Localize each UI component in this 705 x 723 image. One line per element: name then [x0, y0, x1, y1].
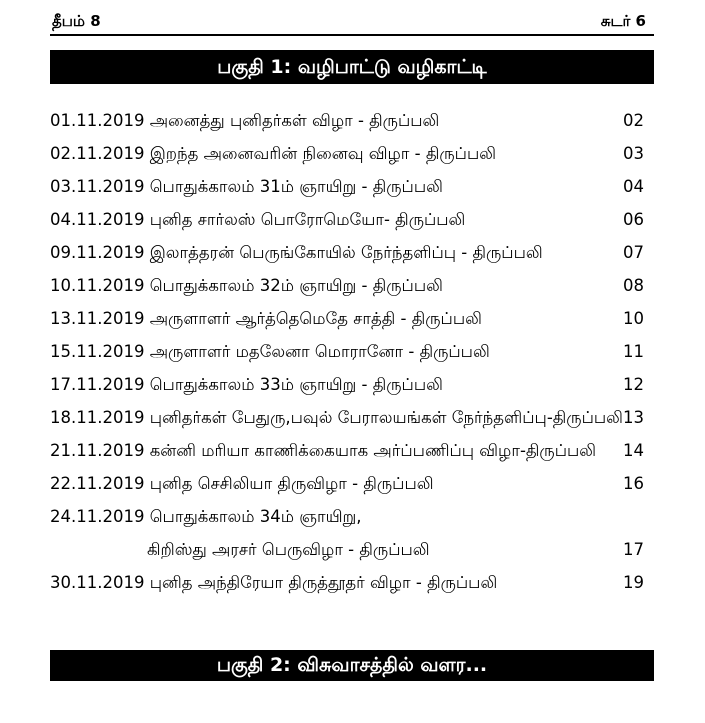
toc-entry-text: 15.11.2019 அருளாளர் மதலேனா மொரானோ - திருப்பலி: [50, 342, 490, 361]
toc-entry-text: 18.11.2019 புனிதர்கள் பேதுரு,பவுல் பேராலயங்கள் நேர்ந்தளிப்பு-திருப்பலி: [50, 408, 623, 427]
toc-page-number: 02: [623, 111, 644, 130]
toc-entry-text: 02.11.2019 இறந்த அனைவரின் நினைவு விழா - திருப்பலி: [50, 144, 497, 163]
toc-item[interactable]: [50, 566, 654, 599]
toc-entry-text: 30.11.2019 புனித அந்திரேயா திருத்தூதர் விழா - திருப்பலி: [50, 573, 498, 592]
issue-label: தீபம் 8: [52, 12, 101, 30]
toc-item[interactable]: [50, 170, 654, 203]
toc-item[interactable]: [50, 467, 654, 500]
toc-entry-text: கிறிஸ்து அரசர் பெருவிழா - திருப்பலி: [147, 540, 430, 559]
toc-page-number: 17: [623, 540, 644, 559]
table-of-contents: [50, 104, 654, 599]
toc-page-number: 06: [623, 210, 644, 229]
toc-entry-text: 09.11.2019 இலாத்தரன் பெருங்கோயில் நேர்ந்தளிப்பு - திருப்பலி: [50, 243, 543, 262]
toc-item[interactable]: [50, 434, 654, 467]
toc-page-number: 10: [623, 309, 644, 328]
section-1-banner: பகுதி 1: வழிபாட்டு வழிகாட்டி: [50, 50, 654, 84]
toc-entry-text: 01.11.2019 அனைத்து புனிதர்கள் விழா - திருப்பலி: [50, 111, 440, 130]
toc-page-number: 16: [623, 474, 644, 493]
toc-entry-text: 22.11.2019 புனித செசிலியா திருவிழா - திருப்பலி: [50, 474, 434, 493]
toc-item[interactable]: [50, 335, 654, 368]
toc-item[interactable]: [50, 533, 654, 566]
toc-item[interactable]: [50, 401, 654, 434]
toc-page-number: 14: [623, 441, 644, 460]
toc-page-number: 13: [623, 408, 644, 427]
toc-item[interactable]: [50, 203, 654, 236]
toc-entry-text: 03.11.2019 பொதுக்காலம் 31ம் ஞாயிறு - திருப்பலி: [50, 177, 443, 196]
toc-item[interactable]: [50, 269, 654, 302]
toc-item[interactable]: [50, 368, 654, 401]
toc-page-number: 03: [623, 144, 644, 163]
toc-page-number: 04: [623, 177, 644, 196]
toc-entry-text: 17.11.2019 பொதுக்காலம் 33ம் ஞாயிறு - திருப்பலி: [50, 375, 443, 394]
toc-entry-text: 13.11.2019 அருளாளர் ஆர்த்தெமெதே சாத்தி - திருப்பலி: [50, 309, 482, 328]
toc-entry-text: 21.11.2019 கன்னி மரியா காணிக்கையாக அர்ப்பணிப்பு விழா-திருப்பலி: [50, 441, 597, 460]
toc-item[interactable]: [50, 302, 654, 335]
toc-entry-text: 10.11.2019 பொதுக்காலம் 32ம் ஞாயிறு - திருப்பலி: [50, 276, 443, 295]
toc-page-number: 07: [623, 243, 644, 262]
section-2-banner: பகுதி 2: விசுவாசத்தில் வளர...: [50, 650, 654, 681]
toc-item[interactable]: [50, 137, 654, 170]
toc-page-number: 11: [623, 342, 644, 361]
header-divider: [50, 34, 654, 36]
toc-entry-text: 24.11.2019 பொதுக்காலம் 34ம் ஞாயிறு,: [50, 507, 362, 526]
toc-page-number: 12: [623, 375, 644, 394]
number-label: சுடர் 6: [600, 12, 646, 30]
toc-page-number: 19: [623, 573, 644, 592]
toc-page-number: 08: [623, 276, 644, 295]
toc-entry-text: 04.11.2019 புனித சார்லஸ் பொரோமெயோ- திருப்பலி: [50, 210, 466, 229]
toc-item[interactable]: [50, 104, 654, 137]
toc-item[interactable]: [50, 500, 654, 533]
page-header: [50, 12, 654, 32]
toc-item[interactable]: [50, 236, 654, 269]
